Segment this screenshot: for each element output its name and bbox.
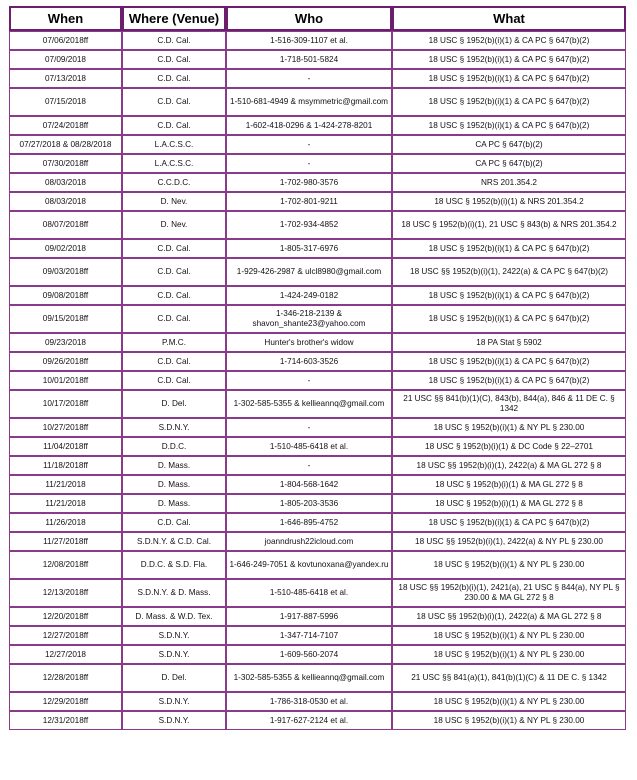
table-row: [9, 173, 626, 192]
cell-what: 18 USC §§ 1952(b)(i)(1), 2422(a) & MA GL 272 § 8: [392, 607, 626, 626]
cell-who: 1-302-585-5355 & kellieannq@gmail.com: [226, 390, 392, 418]
cell-what: 18 USC § 1952(b)(i)(1) & NY PL § 230.00: [392, 551, 626, 579]
cell-where: D. Del.: [122, 664, 226, 692]
cell-when: 09/03/2018ff: [9, 258, 122, 286]
table-row: [9, 456, 626, 475]
header-when: When: [9, 6, 122, 31]
cell-what: 18 USC §§ 1952(b)(i)(1), 2422(a) & MA GL 272 § 8: [392, 456, 626, 475]
cell-who: Hunter's brother's widow: [226, 333, 392, 352]
cell-where: D. Nev.: [122, 211, 226, 239]
cell-when: 12/29/2018ff: [9, 692, 122, 711]
table-row: [9, 626, 626, 645]
cell-when: 11/04/2018ff: [9, 437, 122, 456]
cell-where: C.D. Cal.: [122, 513, 226, 532]
cell-where: D. Del.: [122, 390, 226, 418]
table-row: [9, 211, 626, 239]
table-row: [9, 692, 626, 711]
cell-who: -: [226, 371, 392, 390]
table-row: [9, 116, 626, 135]
cell-what: 18 USC § 1952(b)(i)(1) & CA PC § 647(b)(2): [392, 286, 626, 305]
cell-where: C.D. Cal.: [122, 352, 226, 371]
cell-where: S.D.N.Y.: [122, 711, 226, 730]
cell-who: 1-805-203-3536: [226, 494, 392, 513]
cell-when: 08/07/2018ff: [9, 211, 122, 239]
cell-what: 18 USC § 1952(b)(i)(1) & NY PL § 230.00: [392, 692, 626, 711]
cell-what: 18 USC § 1952(b)(i)(1) & MA GL 272 § 8: [392, 475, 626, 494]
cell-what: 18 USC § 1952(b)(i)(1) & CA PC § 647(b)(2): [392, 239, 626, 258]
cell-who: 1-804-568-1642: [226, 475, 392, 494]
cell-where: C.D. Cal.: [122, 258, 226, 286]
table-body: [9, 31, 626, 730]
cell-who: -: [226, 154, 392, 173]
table-row: [9, 607, 626, 626]
cell-who: joanndrush22icloud.com: [226, 532, 392, 551]
timeline-table: [9, 6, 626, 730]
cell-what: 18 USC § 1952(b)(i)(1) & NY PL § 230.00: [392, 626, 626, 645]
table-row: [9, 154, 626, 173]
cell-what: CA PC § 647(b)(2): [392, 154, 626, 173]
cell-what: 18 USC § 1952(b)(i)(1) & NY PL § 230.00: [392, 418, 626, 437]
header-where: Where (Venue): [122, 6, 226, 31]
cell-where: C.D. Cal.: [122, 69, 226, 88]
cell-where: C.D. Cal.: [122, 116, 226, 135]
cell-when: 11/27/2018ff: [9, 532, 122, 551]
cell-where: C.D. Cal.: [122, 239, 226, 258]
cell-when: 11/26/2018: [9, 513, 122, 532]
table-row: [9, 135, 626, 154]
cell-where: C.D. Cal.: [122, 286, 226, 305]
cell-who: -: [226, 135, 392, 154]
cell-where: L.A.C.S.C.: [122, 154, 226, 173]
cell-who: 1-646-249-7051 & kovtunoxana@yandex.ru: [226, 551, 392, 579]
cell-when: 09/15/2018ff: [9, 305, 122, 333]
cell-when: 11/21/2018: [9, 494, 122, 513]
cell-where: D. Nev.: [122, 192, 226, 211]
cell-when: 10/27/2018ff: [9, 418, 122, 437]
table-row: [9, 494, 626, 513]
cell-when: 09/02/2018: [9, 239, 122, 258]
table-row: [9, 286, 626, 305]
cell-when: 07/24/2018ff: [9, 116, 122, 135]
cell-where: D.D.C. & S.D. Fla.: [122, 551, 226, 579]
cell-who: 1-917-627-2124 et al.: [226, 711, 392, 730]
table-row: [9, 390, 626, 418]
cell-when: 11/21/2018: [9, 475, 122, 494]
cell-when: 07/27/2018 & 08/28/2018: [9, 135, 122, 154]
cell-when: 12/13/2018ff: [9, 579, 122, 607]
cell-when: 07/30/2018ff: [9, 154, 122, 173]
cell-when: 09/23/2018: [9, 333, 122, 352]
cell-what: 18 USC § 1952(b)(i)(1), 21 USC § 843(b) & NRS 201.354.2: [392, 211, 626, 239]
cell-when: 11/18/2018ff: [9, 456, 122, 475]
table-row: [9, 475, 626, 494]
cell-where: D.D.C.: [122, 437, 226, 456]
cell-who: 1-510-681-4949 & msymmetric@gmail.com: [226, 88, 392, 116]
table-row: [9, 645, 626, 664]
cell-when: 12/08/2018ff: [9, 551, 122, 579]
cell-what: 18 USC § 1952(b)(i)(1) & MA GL 272 § 8: [392, 494, 626, 513]
cell-when: 08/03/2018: [9, 173, 122, 192]
table-row: [9, 664, 626, 692]
cell-what: 18 USC § 1952(b)(i)(1) & CA PC § 647(b)(2): [392, 116, 626, 135]
cell-who: -: [226, 456, 392, 475]
cell-where: D. Mass.: [122, 475, 226, 494]
cell-what: 18 PA Stat § 5902: [392, 333, 626, 352]
cell-what: 18 USC § 1952(b)(i)(1) & CA PC § 647(b)(2): [392, 88, 626, 116]
cell-when: 12/31/2018ff: [9, 711, 122, 730]
cell-when: 10/17/2018ff: [9, 390, 122, 418]
cell-what: 18 USC § 1952(b)(i)(1) & CA PC § 647(b)(2): [392, 305, 626, 333]
table-row: [9, 69, 626, 88]
cell-what: 18 USC §§ 1952(b)(i)(1), 2422(a) & NY PL § 230.00: [392, 532, 626, 551]
cell-where: P.M.C.: [122, 333, 226, 352]
cell-what: 18 USC § 1952(b)(i)(1) & CA PC § 647(b)(2): [392, 69, 626, 88]
cell-what: 18 USC § 1952(b)(i)(1) & NY PL § 230.00: [392, 645, 626, 664]
cell-when: 12/27/2018ff: [9, 626, 122, 645]
table-row: [9, 532, 626, 551]
cell-where: S.D.N.Y.: [122, 692, 226, 711]
table-row: [9, 551, 626, 579]
table-row: [9, 239, 626, 258]
cell-who: 1-718-501-5824: [226, 50, 392, 69]
cell-who: 1-917-887-5996: [226, 607, 392, 626]
cell-who: 1-347-714-7107: [226, 626, 392, 645]
cell-where: S.D.N.Y. & D. Mass.: [122, 579, 226, 607]
header-who: Who: [226, 6, 392, 31]
table-row: [9, 50, 626, 69]
cell-where: C.D. Cal.: [122, 50, 226, 69]
cell-where: D. Mass.: [122, 456, 226, 475]
cell-what: 18 USC § 1952(b)(i)(1) & CA PC § 647(b)(2): [392, 50, 626, 69]
cell-where: C.D. Cal.: [122, 305, 226, 333]
cell-where: S.D.N.Y.: [122, 645, 226, 664]
cell-who: 1-786-318-0530 et al.: [226, 692, 392, 711]
cell-where: S.D.N.Y.: [122, 418, 226, 437]
cell-where: S.D.N.Y.: [122, 626, 226, 645]
cell-who: 1-424-249-0182: [226, 286, 392, 305]
cell-what: 18 USC §§ 1952(b)(i)(1), 2422(a) & CA PC § 647(b)(2): [392, 258, 626, 286]
table-row: [9, 305, 626, 333]
cell-what: NRS 201.354.2: [392, 173, 626, 192]
cell-what: 21 USC §§ 841(a)(1), 841(b)(1)(C) & 11 DE C. § 1342: [392, 664, 626, 692]
cell-who: 1-602-418-0296 & 1-424-278-8201: [226, 116, 392, 135]
cell-where: C.D. Cal.: [122, 31, 226, 50]
cell-what: 18 USC §§ 1952(b)(i)(1), 2421(a), 21 USC § 844(a), NY PL § 230.00 & MA GL 272 § 8: [392, 579, 626, 607]
table-row: [9, 352, 626, 371]
table-row: [9, 88, 626, 116]
cell-when: 09/26/2018ff: [9, 352, 122, 371]
cell-who: 1-646-895-4752: [226, 513, 392, 532]
cell-when: 09/08/2018ff: [9, 286, 122, 305]
cell-what: 18 USC § 1952(b)(i)(1) & NRS 201.354.2: [392, 192, 626, 211]
document-table-wrapper: [9, 6, 626, 730]
cell-who: 1-302-585-5355 & kellieannq@gmail.com: [226, 664, 392, 692]
cell-who: 1-516-309-1107 et al.: [226, 31, 392, 50]
cell-who: 1-510-485-6418 et al.: [226, 579, 392, 607]
cell-where: D. Mass.: [122, 494, 226, 513]
cell-who: -: [226, 418, 392, 437]
header-what: What: [392, 6, 626, 31]
cell-where: C.C.D.C.: [122, 173, 226, 192]
cell-where: L.A.C.S.C.: [122, 135, 226, 154]
cell-who: -: [226, 69, 392, 88]
table-row: [9, 31, 626, 50]
cell-what: 18 USC § 1952(b)(i)(1) & CA PC § 647(b)(2): [392, 352, 626, 371]
cell-who: 1-805-317-6976: [226, 239, 392, 258]
cell-who: 1-346-218-2139 & shavon_shante23@yahoo.com: [226, 305, 392, 333]
cell-who: 1-702-980-3576: [226, 173, 392, 192]
cell-when: 12/20/2018ff: [9, 607, 122, 626]
cell-when: 10/01/2018ff: [9, 371, 122, 390]
table-row: [9, 711, 626, 730]
cell-when: 07/06/2018ff: [9, 31, 122, 50]
cell-where: C.D. Cal.: [122, 88, 226, 116]
cell-what: CA PC § 647(b)(2): [392, 135, 626, 154]
table-row: [9, 258, 626, 286]
cell-what: 18 USC § 1952(b)(i)(1) & DC Code § 22–2701: [392, 437, 626, 456]
table-header-row: [9, 6, 626, 31]
cell-who: 1-702-801-9211: [226, 192, 392, 211]
cell-who: 1-929-426-2987 & ulcl8980@gmail.com: [226, 258, 392, 286]
cell-who: 1-609-560-2074: [226, 645, 392, 664]
cell-who: 1-714-603-3526: [226, 352, 392, 371]
cell-where: S.D.N.Y. & C.D. Cal.: [122, 532, 226, 551]
cell-when: 07/13/2018: [9, 69, 122, 88]
cell-what: 18 USC § 1952(b)(i)(1) & NY PL § 230.00: [392, 711, 626, 730]
table-row: [9, 333, 626, 352]
cell-who: 1-510-485-6418 et al.: [226, 437, 392, 456]
cell-when: 07/15/2018: [9, 88, 122, 116]
table-row: [9, 371, 626, 390]
cell-when: 08/03/2018: [9, 192, 122, 211]
table-row: [9, 579, 626, 607]
cell-who: 1-702-934-4852: [226, 211, 392, 239]
cell-where: D. Mass. & W.D. Tex.: [122, 607, 226, 626]
cell-when: 12/28/2018ff: [9, 664, 122, 692]
table-row: [9, 192, 626, 211]
cell-when: 12/27/2018: [9, 645, 122, 664]
cell-what: 18 USC § 1952(b)(i)(1) & CA PC § 647(b)(2): [392, 31, 626, 50]
table-row: [9, 513, 626, 532]
cell-what: 21 USC §§ 841(b)(1)(C), 843(b), 844(a), 846 & 11 DE C. § 1342: [392, 390, 626, 418]
cell-when: 07/09/2018: [9, 50, 122, 69]
cell-where: C.D. Cal.: [122, 371, 226, 390]
cell-what: 18 USC § 1952(b)(i)(1) & CA PC § 647(b)(2): [392, 371, 626, 390]
table-row: [9, 418, 626, 437]
cell-what: 18 USC § 1952(b)(i)(1) & CA PC § 647(b)(2): [392, 513, 626, 532]
table-row: [9, 437, 626, 456]
